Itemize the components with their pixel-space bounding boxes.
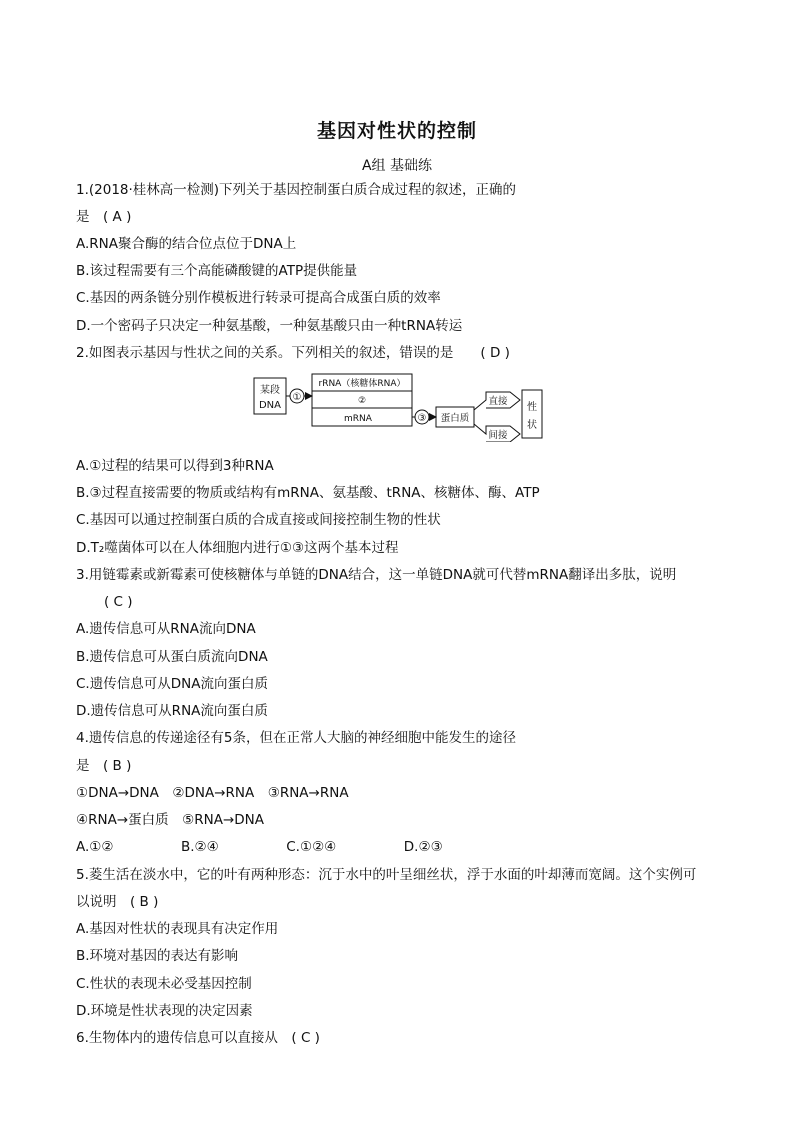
gene-trait-diagram [250, 372, 550, 442]
question-3-stem: 3.用链霉素或新霉素可使核糖体与单链的DNA结合，这一单链DNA就可代替mRNA翻译出多肽，说明 [76, 567, 677, 583]
step2-label: ② [357, 396, 367, 406]
page-title: 基因对性状的控制 [316, 120, 477, 142]
question-1-option-d: D.一个密码子只决定一种氨基酸，一种氨基酸只由一种tRNA转运 [76, 318, 463, 334]
step1-label: ① [292, 392, 302, 403]
question-5-answer: 以说明 ( B ) [76, 894, 159, 910]
dna-box-line2: DNA [258, 400, 282, 411]
question-2-option-d: D.T₂噬菌体可以在人体细胞内进行①③这两个基本过程 [76, 540, 399, 556]
question-3-option-a: A.遗传信息可从RNA流向DNA [76, 621, 256, 637]
question-2-option-b: B.③过程直接需要的物质或结构有mRNA、氨基酸、tRNA、核糖体、酶、ATP [76, 485, 540, 501]
question-3-option-b: B.遗传信息可从蛋白质流向DNA [76, 649, 268, 665]
question-5-option-d: D.环境是性状表现的决定因素 [76, 1003, 253, 1019]
question-1-option-a: A.RNA聚合酶的结合位点位于DNA上 [76, 236, 297, 252]
question-4-answer: 是 ( B ) [76, 758, 132, 774]
question-5-option-a: A.基因对性状的表现具有决定作用 [76, 921, 279, 937]
dna-box-line1: 某段 [260, 385, 280, 396]
question-4-pathways-2: ④RNA→蛋白质 ⑤RNA→DNA [76, 812, 264, 828]
section-subtitle: A组 基础练 [361, 158, 433, 174]
mrna-label: mRNA [344, 414, 372, 424]
question-2-stem: 2.如图表示基因与性状之间的关系。下列相关的叙述，错误的是 ( D ) [76, 345, 510, 361]
question-1-answer: 是 ( A ) [76, 209, 132, 225]
question-4-options: A.①② B.②④ C.①②④ D.②③ [76, 839, 443, 855]
question-3-option-c: C.遗传信息可从DNA流向蛋白质 [76, 676, 268, 692]
question-5-option-b: B.环境对基因的表达有影响 [76, 948, 239, 964]
question-1-option-c: C.基因的两条链分别作模板进行转录可提高合成蛋白质的效率 [76, 290, 441, 306]
protein-label: 蛋白质 [440, 413, 470, 424]
question-3-option-d: D.遗传信息可从RNA流向蛋白质 [76, 703, 268, 719]
question-1-option-b: B.该过程需要有三个高能磷酸键的ATP提供能量 [76, 263, 358, 279]
question-2-option-c: C.基因可以通过控制蛋白质的合成直接或间接控制生物的性状 [76, 512, 441, 528]
question-4-pathways-1: ①DNA→DNA ②DNA→RNA ③RNA→RNA [76, 785, 349, 801]
question-1-stem: 1.(2018·桂林高一检测)下列关于基因控制蛋白质合成过程的叙述，正确的 [76, 182, 517, 198]
question-5-option-c: C.性状的表现未必受基因控制 [76, 976, 252, 992]
trait-label-1: 性 [527, 402, 537, 413]
question-2-option-a: A.①过程的结果可以得到3种RNA [76, 458, 274, 474]
rrna-label: rRNA（核糖体RNA） [318, 379, 406, 389]
question-4-stem: 4.遗传信息的传递途径有5条，但在正常人大脑的神经细胞中能发生的途径 [76, 730, 516, 746]
question-5-stem: 5.菱生活在淡水中，它的叶有两种形态：沉于水中的叶呈细丝状，浮于水面的叶却薄而宽阔。这个实例可 [76, 867, 697, 883]
step3-label: ③ [417, 413, 427, 424]
indirect-label: 间接 [488, 430, 508, 441]
direct-label: 直接 [488, 396, 508, 407]
question-3-answer: ( C ) [104, 594, 133, 610]
question-6-stem: 6.生物体内的遗传信息可以直接从 ( C ) [76, 1030, 320, 1046]
trait-label-2: 状 [527, 420, 537, 431]
